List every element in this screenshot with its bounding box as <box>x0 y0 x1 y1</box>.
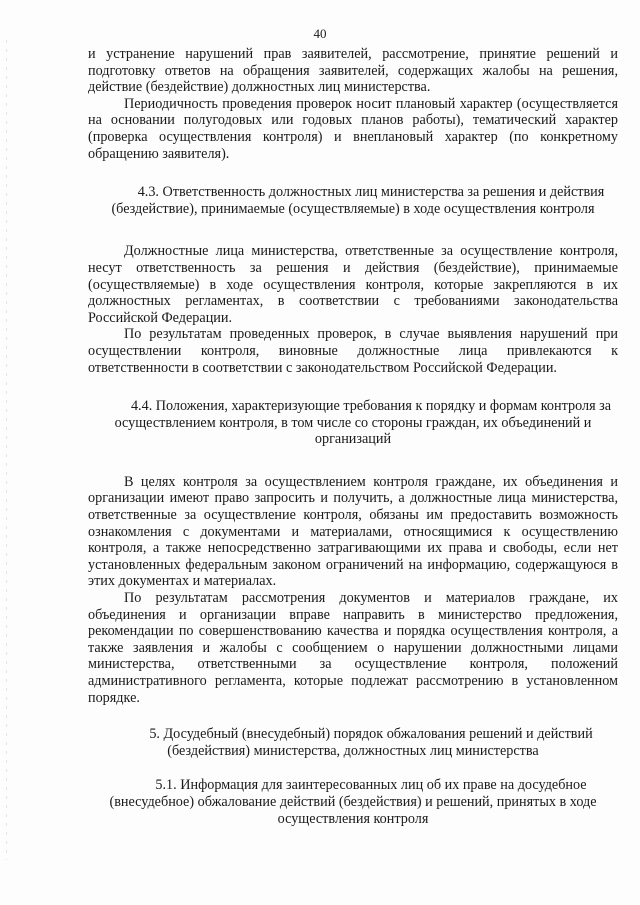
paragraph-inspection-results: По результатам проведенных проверок, в случае выявления нарушений при осуществлении контроля, виновные должностные лица привлекаются к ответственности в соответствии с законодательством Российской Федерации. <box>88 326 618 376</box>
scan-margin-artifact <box>6 40 7 860</box>
page-body <box>88 46 618 827</box>
paragraph-violations-continuation: и устранение нарушений прав заявителей, рассмотрение, принятие решений и подготовку ответов на обращения заявителей, содержащих жалобы на решения, действие (бездействие) должностных лиц министерства. <box>88 46 618 96</box>
paragraph-officials-responsibility: Должностные лица министерства, ответственные за осуществление контроля, несут ответственность за решения и действия (бездействие), принимаемые (осуществляемые) в ходе осуществления контроля, которые закрепляются в их должностных регламентах, в соответствии с требованиями законодательства Российской Федерации. <box>88 243 618 326</box>
paragraph-citizens-access: В целях контроля за осуществлением контроля граждане, их объединения и организации имеют право запросить и получить, а должностные лица министерства, ответственные за осуществление контроля, обязаны им предоставить возможность ознакомления с документами и материалами, относящимися к осуществлению контроля, а также непосредственно затрагивающими их права и свободы, если нет установленных федеральным законом ограничений на информацию, содержащуюся в этих документах и материалах. <box>88 473 618 590</box>
section-heading-5: 5. Досудебный (внесудебный) порядок обжалования решений и действий (бездействия) министерства, должностных лиц министерства <box>149 726 593 759</box>
section-heading-4-3: 4.3. Ответственность должностных лиц министерства за решения и действия (бездействие), принимаемые (осуществляемые) в ходе осуществления контроля <box>111 184 605 217</box>
paragraph-citizens-proposals: По результатам рассмотрения документов и материалов граждане, их объединения и организации вправе направить в министерство предложения, рекомендации по совершенствованию качества и порядка осуществления контроля, а также заявления и жалобы с сообщением о нарушении должностными лицами министерства, ответственными за осуществление контроля, положений административного регламента, которые подлежат рассмотрению в установленном порядке. <box>88 590 618 706</box>
section-heading-4-4: 4.4. Положения, характеризующие требования к порядку и формам контроля за осуществлением контроля, в том числе со стороны граждан, их объединений и организаций <box>114 398 612 448</box>
paragraph-inspection-periodicity: Периодичность проведения проверок носит плановый характер (осуществляется на основании полугодовых или годовых планов работы), тематический характер (проверка осуществления контроля) и внеплановый характер (по конкретному обращению заявителя). <box>88 95 618 162</box>
page-number: 40 <box>313 26 327 41</box>
section-heading-5-1: 5.1. Информация для заинтересованных лиц об их праве на досудебное (внесудебное) обжалование действий (бездействия) и решений, принятых в ходе осуществления контроля <box>109 777 597 827</box>
